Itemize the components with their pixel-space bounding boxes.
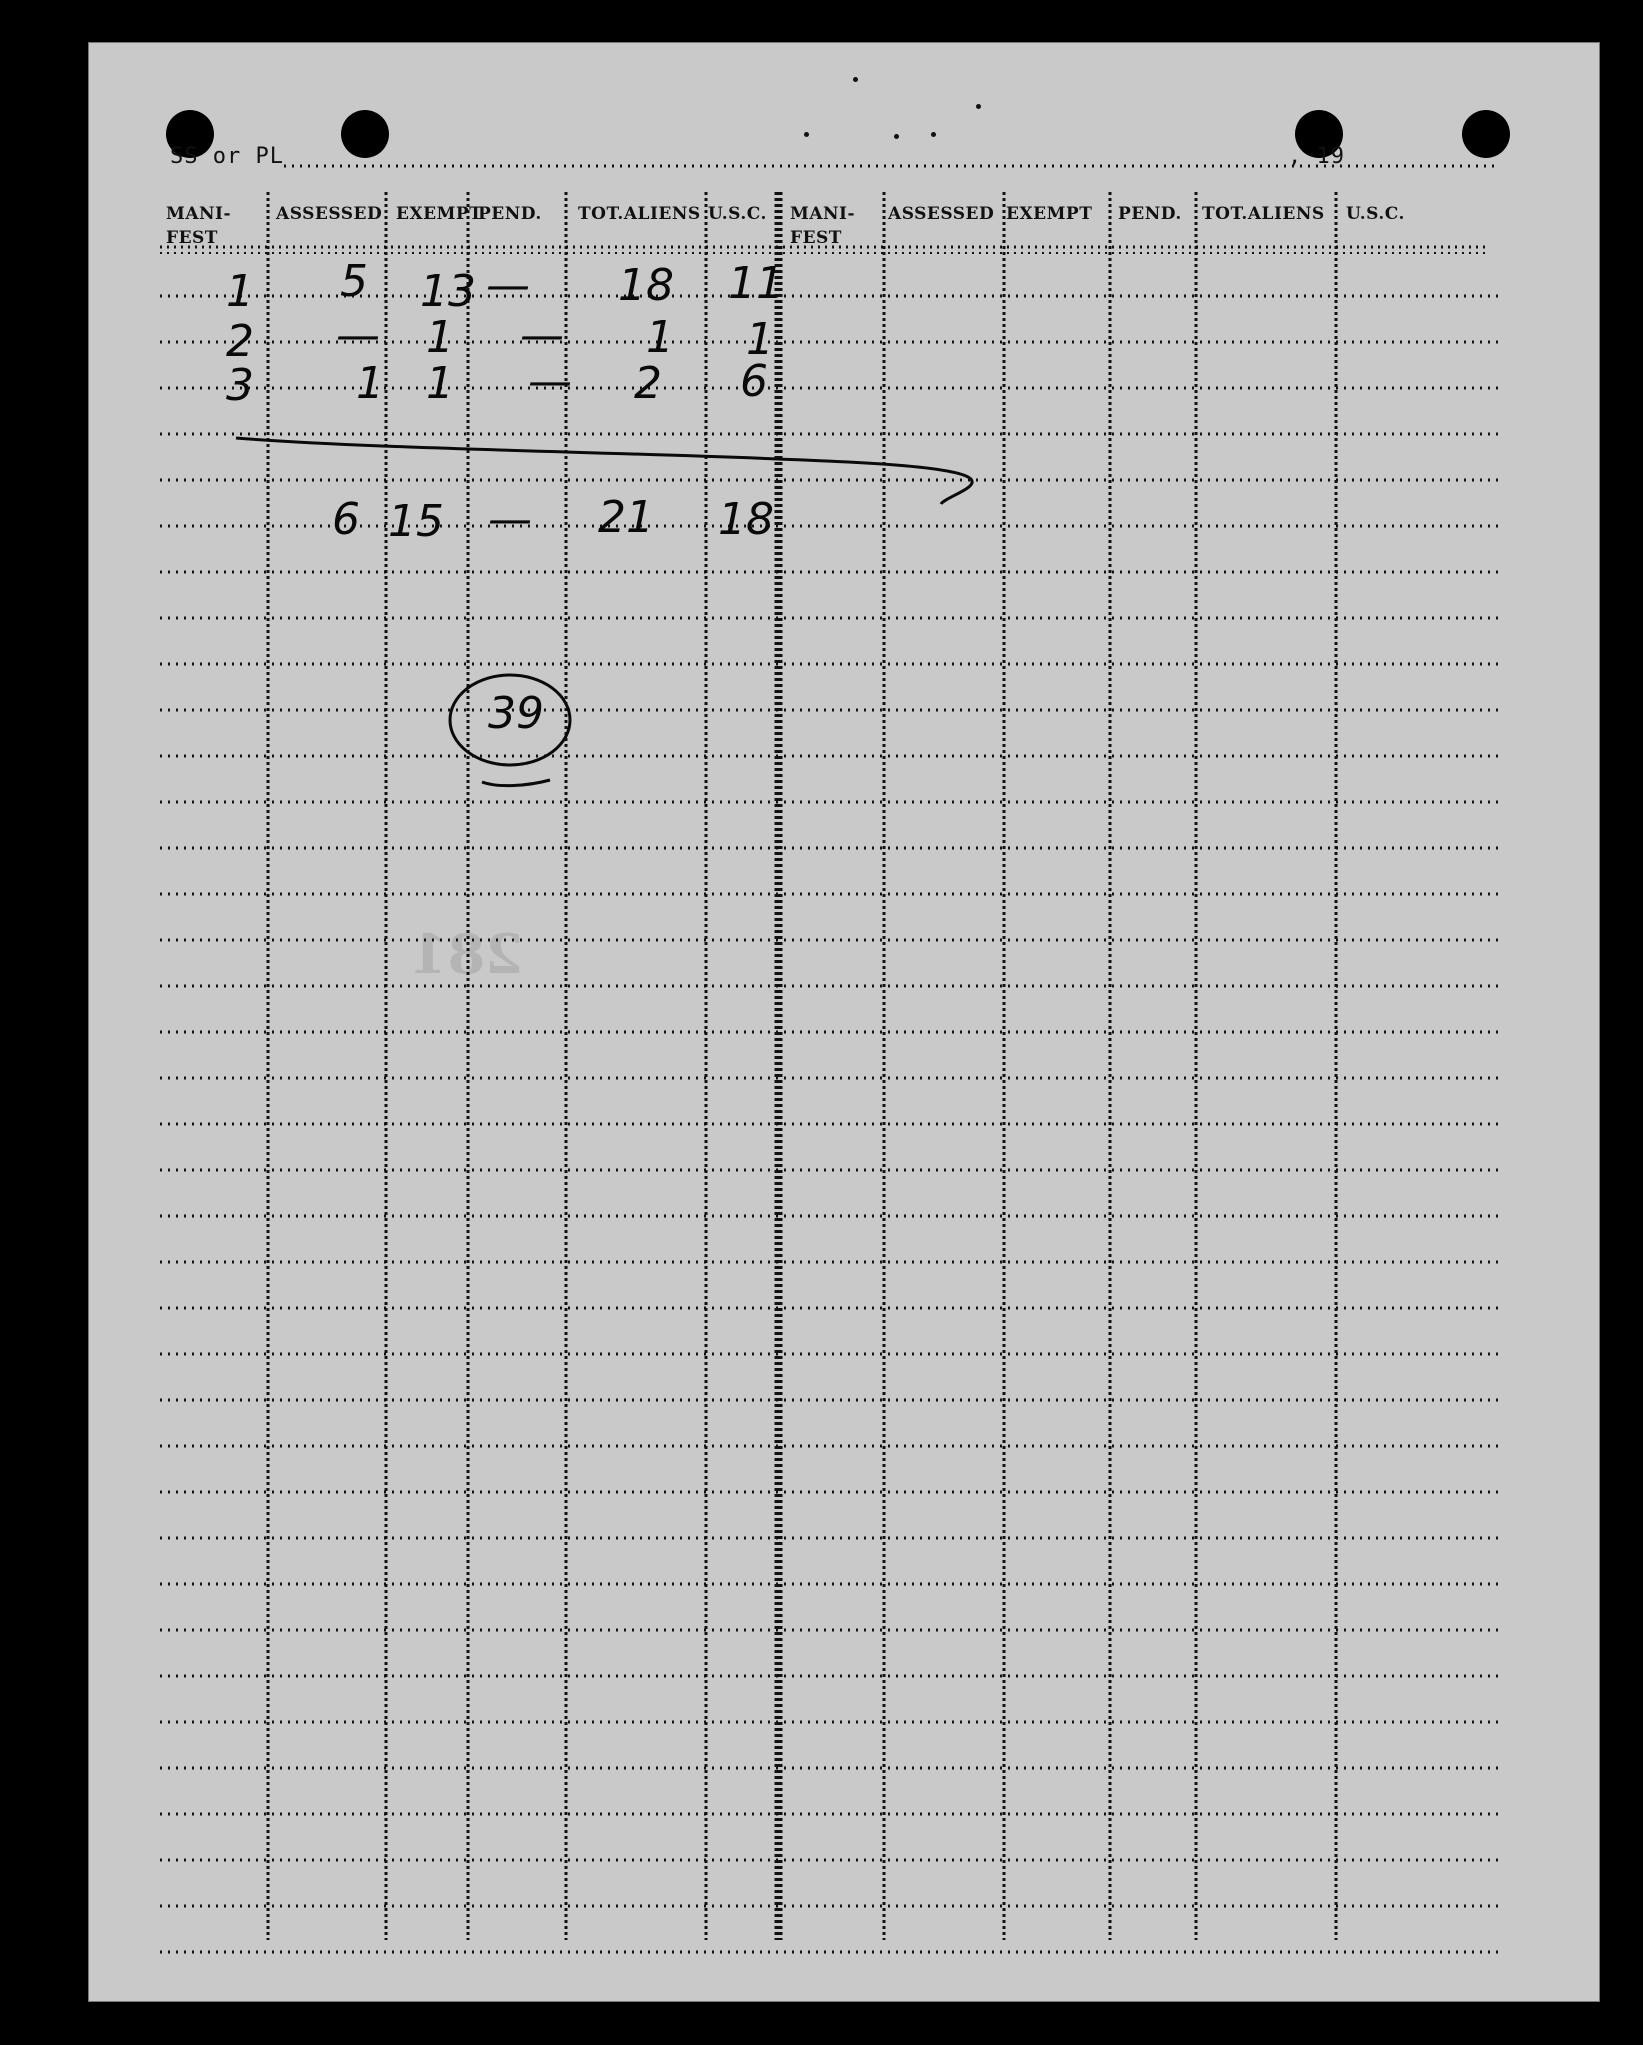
header-usc-2: U.S.C. <box>1346 204 1405 224</box>
row3-exempt: 1 <box>426 358 454 409</box>
header-pend: PEND. <box>478 204 542 224</box>
row2-manifest: 2 <box>226 316 254 367</box>
row1-exempt: 13 <box>420 266 476 317</box>
header-tot-aliens-2: TOT.ALIENS <box>1202 204 1325 224</box>
row3-manifest: 3 <box>226 360 254 411</box>
total-tot-aliens: 21 <box>598 492 654 543</box>
row2-usc: 1 <box>746 314 774 365</box>
ship-label: SS or PL <box>170 144 284 169</box>
total-pend: — <box>488 494 532 545</box>
header-manifest-2: MANI- FEST <box>790 204 856 248</box>
header-exempt: EXEMPT <box>396 204 483 224</box>
circled-total: 39 <box>488 688 544 739</box>
header-exempt-2: EXEMPT <box>1006 204 1093 224</box>
header-assessed-2: ASSESSED <box>888 204 995 224</box>
row3-usc: 6 <box>740 356 768 407</box>
row3-tot-aliens: 2 <box>634 358 662 409</box>
row2-exempt: 1 <box>426 312 454 363</box>
row2-pend: — <box>520 310 564 361</box>
row3-pend: — <box>528 356 572 407</box>
row2-tot-aliens: 1 <box>646 312 674 363</box>
row1-tot-aliens: 18 <box>618 260 674 311</box>
row3-assessed: 1 <box>356 358 384 409</box>
header-usc: U.S.C. <box>708 204 767 224</box>
total-exempt: 15 <box>388 496 444 547</box>
year-prefix: , 19 <box>1288 144 1345 169</box>
row1-pend: — <box>486 260 530 311</box>
form-sheet <box>88 42 1600 2002</box>
total-usc: 18 <box>718 494 774 545</box>
row1-assessed: 5 <box>340 256 368 307</box>
row1-usc: 11 <box>728 258 784 309</box>
header-manifest: MANI- FEST <box>166 204 232 248</box>
header-assessed: ASSESSED <box>276 204 383 224</box>
row1-manifest: 1 <box>226 266 254 317</box>
handwritten-strokes <box>88 42 1600 2002</box>
row2-assessed: — <box>336 310 380 361</box>
bleed-through-number: 281 <box>410 922 523 986</box>
header-pend-2: PEND. <box>1118 204 1182 224</box>
total-assessed: 6 <box>332 494 360 545</box>
header-tot-aliens: TOT.ALIENS <box>578 204 701 224</box>
